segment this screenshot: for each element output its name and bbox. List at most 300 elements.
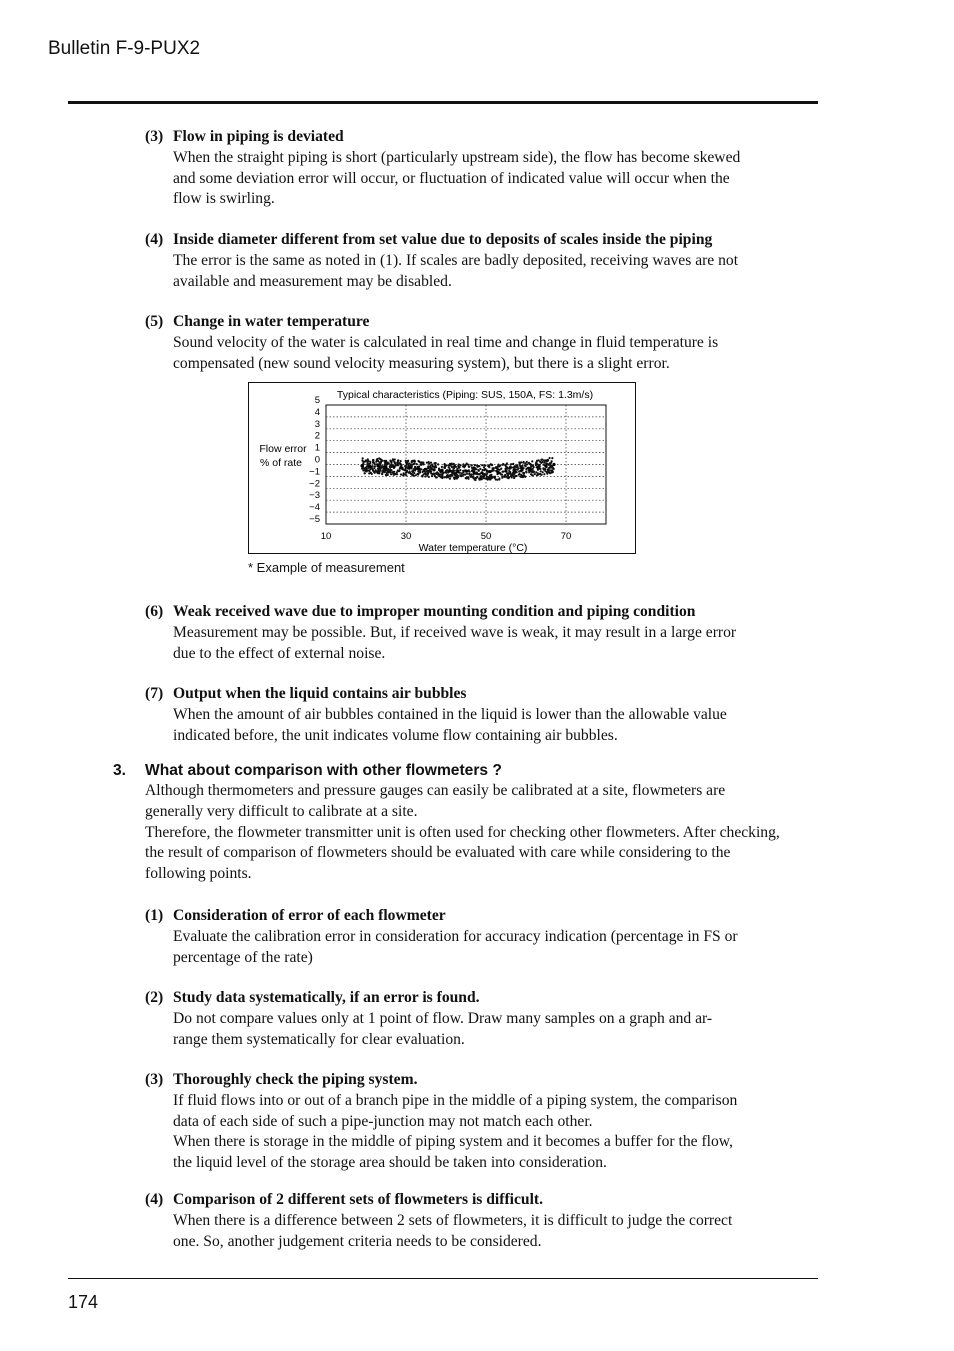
data-point [523, 472, 525, 474]
data-point [446, 475, 448, 477]
data-point [500, 468, 502, 470]
data-point [459, 474, 461, 476]
item-heading-row [145, 1070, 825, 1091]
y-tick-label: −4 [309, 502, 320, 514]
data-point [362, 469, 364, 471]
data-point [476, 476, 478, 478]
data-point [419, 471, 421, 473]
data-point [512, 463, 514, 465]
body-line: generally very difficult to calibrate at a site. [145, 802, 418, 820]
y-tick-label: −5 [309, 514, 320, 525]
y-tick-label: 5 [314, 395, 320, 406]
data-point [460, 464, 462, 466]
numbered-item [145, 230, 825, 292]
data-point [534, 473, 536, 475]
item-heading-row [145, 230, 825, 251]
data-point [472, 474, 474, 476]
data-point [502, 471, 504, 473]
item-heading: Change in water temperature [173, 313, 370, 330]
data-point [535, 471, 537, 473]
data-point [423, 469, 425, 471]
data-point [400, 473, 402, 475]
header-rule [68, 101, 818, 104]
x-tick-label: 30 [400, 531, 412, 542]
body-line: range them systematically for clear evaluation. [173, 1030, 465, 1048]
data-point [431, 475, 433, 477]
data-point [485, 469, 487, 471]
item-number: (5) [145, 313, 164, 330]
data-point [444, 465, 446, 467]
item-body [145, 1211, 825, 1253]
data-point [448, 469, 451, 472]
data-point [376, 471, 378, 473]
data-point [472, 471, 475, 474]
data-point [501, 477, 503, 479]
body-line: Do not compare values only at 1 point of flow. Draw many samples on a graph and ar- [173, 1009, 713, 1027]
item-heading: Study data systematically, if an error is found. [173, 989, 480, 1006]
data-point [515, 466, 517, 468]
y-tick-label: 2 [314, 430, 320, 442]
data-point [479, 468, 481, 470]
data-point [453, 466, 455, 468]
data-point [462, 470, 464, 472]
data-point [396, 473, 398, 475]
data-point [381, 465, 383, 467]
numbered-item [145, 312, 825, 374]
data-point [443, 476, 445, 478]
data-point [508, 477, 510, 479]
data-point [474, 464, 476, 466]
numbered-item [145, 988, 825, 1050]
item-number: (1) [145, 907, 164, 924]
body-line: When the amount of air bubbles contained in the liquid is lower than the allowable value [173, 705, 727, 723]
data-point [458, 463, 460, 465]
data-point [435, 476, 437, 478]
data-point [419, 464, 421, 466]
data-point [379, 458, 381, 460]
numbered-item [145, 127, 825, 210]
y-axis-label: Flow error [259, 443, 307, 455]
data-point [490, 463, 492, 465]
data-point [432, 468, 435, 471]
data-point [467, 464, 469, 466]
data-point [428, 476, 430, 478]
data-point [412, 470, 414, 472]
body-line: and some deviation error will occur, or fluctuation of indicated value will occur when the [173, 169, 730, 187]
data-point [468, 466, 470, 468]
body-line: Although thermometers and pressure gauges can easily be calibrated at a site, flowmeters are [145, 782, 726, 799]
data-point [368, 465, 371, 468]
data-point [408, 466, 411, 469]
data-point [525, 465, 527, 467]
item-body [145, 927, 825, 969]
data-point [474, 467, 476, 469]
data-point [384, 460, 386, 462]
data-point [547, 470, 549, 472]
data-point [532, 474, 534, 476]
data-point [544, 465, 547, 468]
data-point [372, 459, 374, 461]
data-point [470, 473, 472, 475]
data-point [518, 474, 520, 476]
chart-frame [248, 382, 636, 554]
data-point [453, 477, 455, 479]
data-point [529, 463, 531, 465]
data-point [461, 472, 463, 474]
item-body [145, 333, 825, 375]
body-line: Evaluate the calibration error in consideration for accuracy indication (percentage in FS or [173, 927, 738, 945]
data-point [389, 460, 391, 462]
x-tick-label: 50 [480, 531, 492, 542]
item-body [145, 623, 825, 665]
data-point [470, 476, 472, 478]
data-point [373, 471, 375, 473]
y-tick-label: −3 [309, 490, 320, 502]
chart-title: Typical characteristics (Piping: SUS, 150A, FS: 1.3m/s) [336, 389, 594, 401]
data-point [506, 466, 508, 468]
item-heading: Flow in piping is deviated [173, 128, 344, 145]
data-point [367, 462, 369, 464]
body-line: When the straight piping is short (particularly upstream side), the flow has become skewed [173, 148, 741, 166]
data-point [474, 478, 476, 480]
data-point [549, 464, 551, 466]
data-point [407, 464, 409, 466]
data-point [434, 466, 436, 468]
data-point [440, 476, 442, 478]
data-point [525, 468, 527, 470]
data-point [521, 476, 523, 478]
data-point [413, 460, 415, 462]
body-line: Sound velocity of the water is calculated in real time and change in fluid temperature is [173, 333, 719, 351]
body-line: the liquid level of the storage area should be taken into consideration. [173, 1154, 607, 1172]
item-heading-row [145, 602, 825, 623]
data-point [440, 469, 443, 472]
data-point [421, 475, 423, 477]
data-point [471, 467, 473, 469]
data-point [498, 465, 500, 467]
data-point [362, 461, 364, 463]
numbered-item [145, 684, 825, 746]
data-point [517, 469, 519, 471]
data-point [397, 460, 399, 462]
item-heading: Output when the liquid contains air bubbles [173, 685, 467, 702]
data-point [528, 467, 531, 470]
data-point [406, 460, 408, 462]
data-point [466, 473, 468, 475]
data-point [489, 478, 491, 480]
data-point [427, 470, 429, 472]
data-point [522, 462, 524, 464]
data-point [371, 473, 373, 475]
data-point [507, 473, 509, 475]
data-point [526, 463, 528, 465]
data-point [480, 475, 482, 477]
data-point [432, 465, 434, 467]
data-point [545, 460, 547, 462]
data-point [424, 472, 426, 474]
data-point [536, 466, 539, 469]
item-heading-row [145, 312, 825, 333]
data-point [459, 469, 461, 471]
page-number: 174 [68, 1292, 99, 1312]
data-point [519, 463, 521, 465]
item-body [145, 1009, 825, 1051]
data-point [543, 468, 545, 470]
data-point [551, 457, 553, 459]
data-point [516, 471, 518, 473]
data-point [372, 465, 374, 467]
numbered-item [145, 906, 825, 968]
data-point [551, 460, 553, 462]
data-point [488, 466, 490, 468]
body-line: indicated before, the unit indicates volume flow containing air bubbles. [173, 726, 618, 744]
item-number: (4) [145, 231, 164, 248]
data-point [435, 472, 437, 474]
y-axis-label-unit: % of rate [259, 457, 303, 469]
data-point [488, 470, 491, 473]
data-point [481, 464, 483, 466]
data-point [549, 457, 551, 459]
data-point [504, 469, 507, 472]
y-tick-label: 1 [314, 442, 320, 454]
y-tick-label: −1 [309, 466, 320, 478]
data-point [509, 466, 511, 468]
data-point [416, 473, 418, 475]
data-point [539, 473, 541, 475]
data-point [484, 473, 486, 475]
flow-error-chart [249, 383, 635, 553]
data-point [416, 467, 419, 470]
item-heading-row [145, 906, 825, 927]
data-point [552, 467, 554, 469]
data-point [406, 470, 408, 472]
data-point [426, 473, 428, 475]
data-point [480, 471, 483, 474]
data-point [379, 467, 381, 469]
data-point [430, 470, 432, 472]
data-point [497, 468, 499, 470]
data-point [369, 462, 371, 464]
item-heading: Weak received wave due to improper mounting condition and piping condition [173, 603, 696, 620]
x-axis-label: Water temperature (°C) [418, 542, 528, 553]
data-point [404, 465, 406, 467]
data-point [443, 463, 445, 465]
x-tick-label: 70 [560, 531, 572, 542]
data-point [545, 462, 547, 464]
data-point [463, 474, 465, 476]
body-line: Measurement may be possible. But, if received wave is weak, it may result in a large error [173, 623, 737, 641]
data-point [400, 467, 403, 470]
data-point [513, 477, 515, 479]
section-number: 3. [113, 762, 127, 779]
data-point [535, 464, 537, 466]
data-point [401, 464, 403, 466]
body-line: If fluid flows into or out of a branch pipe in the middle of a piping system, the comparison [173, 1091, 738, 1109]
data-point [471, 464, 473, 466]
data-point [463, 466, 465, 468]
data-point [390, 469, 392, 471]
data-point [489, 475, 491, 477]
data-point [539, 464, 541, 466]
data-point [435, 462, 437, 464]
data-point [495, 478, 497, 480]
data-point [465, 477, 467, 479]
data-point [449, 463, 451, 465]
item-body [145, 705, 825, 747]
data-point [411, 460, 413, 462]
data-point [415, 468, 417, 470]
data-point [400, 460, 402, 462]
data-point [389, 471, 391, 473]
item-body [145, 1091, 825, 1174]
data-point [525, 471, 527, 473]
item-number: (3) [145, 1071, 164, 1088]
data-point [362, 457, 364, 459]
data-point [396, 471, 398, 473]
data-point [437, 463, 439, 465]
data-point [451, 466, 453, 468]
item-heading-row [145, 1190, 825, 1211]
body-line: data of each side of such a pipe-junction may not match each other. [173, 1112, 593, 1130]
data-point [386, 471, 388, 473]
data-point [364, 472, 366, 474]
data-point [547, 459, 549, 461]
data-point [541, 461, 543, 463]
data-point [520, 468, 523, 471]
data-point [455, 474, 457, 476]
data-point [493, 469, 495, 471]
data-point [413, 475, 415, 477]
footer-rule [68, 1278, 818, 1279]
data-point [536, 460, 538, 462]
data-point [456, 470, 459, 473]
data-point [531, 460, 533, 462]
data-point [496, 471, 499, 474]
y-tick-label: −2 [309, 478, 320, 490]
data-point [464, 469, 467, 472]
data-point [486, 477, 488, 479]
data-point [377, 468, 379, 470]
data-point [384, 466, 387, 469]
data-point [505, 476, 507, 478]
data-point [552, 463, 555, 466]
y-tick-label: 4 [314, 406, 320, 418]
data-point [540, 459, 542, 461]
item-number: (2) [145, 989, 164, 1006]
item-heading-row [145, 988, 825, 1009]
item-heading: Thoroughly check the piping system. [173, 1071, 418, 1088]
body-line: flow is swirling. [173, 190, 275, 208]
data-point [449, 478, 451, 480]
body-line: percentage of the rate) [173, 948, 313, 966]
body-line: following points. [145, 865, 252, 883]
data-point [540, 470, 542, 472]
data-point [496, 466, 498, 468]
data-point [516, 475, 518, 477]
data-point [551, 472, 553, 474]
data-point [550, 469, 552, 471]
numbered-item [145, 1190, 825, 1252]
item-heading-row [145, 127, 825, 148]
y-tick-label: 0 [314, 454, 320, 466]
data-point [467, 476, 469, 478]
data-point [498, 477, 500, 479]
data-point [390, 473, 392, 475]
data-point [394, 463, 396, 465]
data-point [430, 464, 432, 466]
data-point [376, 464, 379, 467]
section-3 [113, 762, 893, 885]
data-point [410, 473, 412, 475]
data-point [389, 467, 391, 469]
body-line: Therefore, the flowmeter transmitter unit is often used for checking other flowmeters. After checking, [145, 823, 780, 841]
data-point [417, 460, 419, 462]
body-line: the result of comparison of flowmeters should be evaluated with care while considering to the [145, 844, 731, 862]
data-point [512, 469, 515, 472]
data-point [502, 463, 504, 465]
data-point [413, 462, 415, 464]
data-point [520, 466, 522, 468]
data-point [438, 468, 440, 470]
data-point [424, 468, 427, 471]
data-point [374, 465, 376, 467]
item-heading: Inside diameter different from set value due to deposits of scales inside the piping [173, 231, 713, 248]
data-point [542, 464, 544, 466]
data-point [542, 471, 544, 473]
data-point [392, 459, 394, 461]
data-point [430, 462, 432, 464]
data-point [393, 473, 395, 475]
data-point [543, 473, 545, 475]
data-point [549, 462, 551, 464]
item-number: (3) [145, 128, 164, 145]
chart-caption: * Example of measurement [248, 560, 405, 575]
body-line: The error is the same as noted in (1). If scales are badly deposited, receiving waves are not [173, 251, 739, 269]
data-point [402, 474, 404, 476]
data-point [539, 468, 541, 470]
data-point [484, 464, 486, 466]
data-point [364, 468, 366, 470]
data-point [375, 461, 377, 463]
data-point [482, 469, 484, 471]
data-point [524, 476, 526, 478]
data-point [504, 464, 506, 466]
item-number: (6) [145, 603, 164, 620]
data-point [382, 460, 384, 462]
data-point [392, 465, 395, 468]
data-point [368, 470, 370, 472]
data-point [506, 462, 508, 464]
data-point [457, 475, 459, 477]
data-point [451, 471, 453, 473]
data-point [510, 463, 512, 465]
data-point [448, 475, 450, 477]
data-point [396, 462, 398, 464]
data-point [494, 476, 496, 478]
data-point [518, 471, 520, 473]
data-point [478, 479, 480, 481]
data-point [537, 474, 539, 476]
data-point [423, 463, 425, 465]
body-line: available and measurement may be disabled. [173, 272, 452, 290]
body-line: When there is storage in the middle of piping system and it becomes a buffer for the flow, [173, 1133, 733, 1151]
data-point [410, 463, 412, 465]
body-line: one. So, another judgement criteria needs to be considered. [173, 1232, 542, 1250]
item-body [145, 251, 825, 293]
data-point [437, 474, 439, 476]
data-point [532, 468, 534, 470]
data-point [378, 470, 380, 472]
